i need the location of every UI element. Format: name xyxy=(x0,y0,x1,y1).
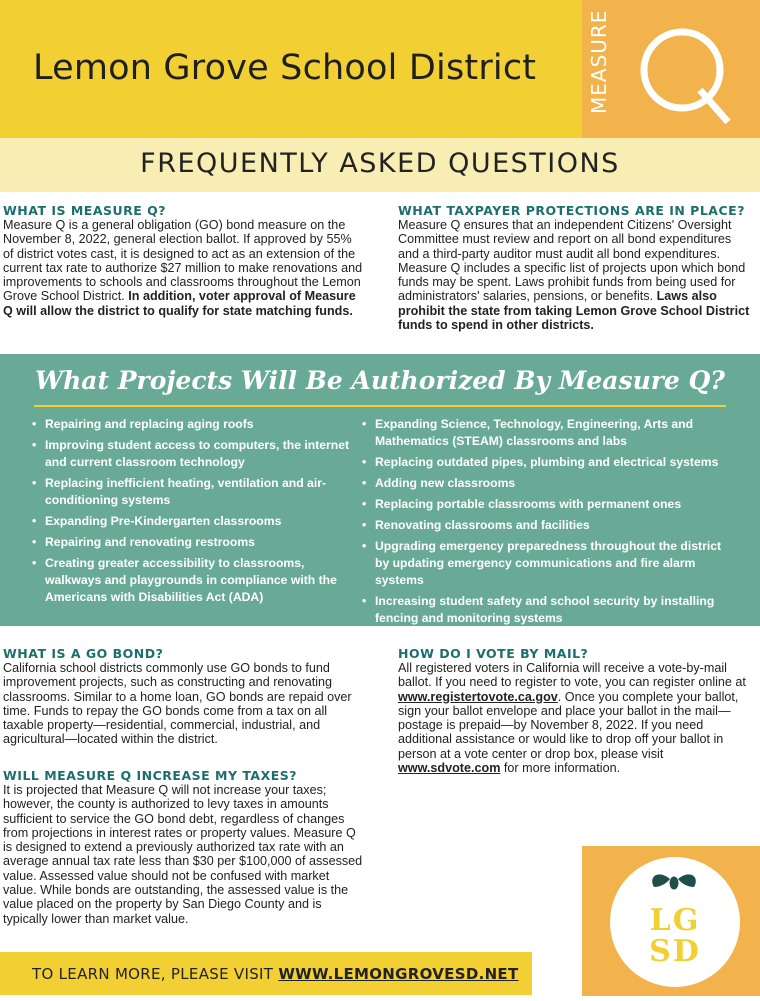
section-text: All registered voters in California will receive a vote-by-mail ballot. If you need to register to vote, you can register online at xyxy=(398,661,746,690)
section-body xyxy=(398,218,754,332)
section-heading: WHAT IS MEASURE Q? xyxy=(3,203,167,218)
list-item: • Upgrading emergency preparedness throughout the district by updating emergency communications and fire alarm systems xyxy=(362,538,732,589)
list-item: • Replacing portable classrooms with permanent ones xyxy=(362,496,732,513)
lgsd-logo xyxy=(610,857,740,987)
list-item: • Repairing and renovating restrooms xyxy=(32,534,352,551)
section-text: Measure Q is a general obligation (GO) bond measure on the November 8, 2022, general election ballot. If approved by 55% of district votes cast, it is designed to act as an extension of the current tax rate to authorize $27 million to make renovations and improvements to schools and classrooms throughout the Lemon Grove School District. xyxy=(3,218,363,304)
section-bold-text: In addition, voter approval of Measure Q will allow the district to qualify for state matching funds. xyxy=(3,289,356,318)
section-text: . Once you complete your ballot, sign your ballot envelope and place your ballot in the mail—postage is prepaid—by November 8, 2022. If you need additional assistance or would like to drop off your ballot in person at a vote center or drop box, please visit xyxy=(398,689,739,761)
list-item: • Improving student access to computers, the internet and current classroom technology xyxy=(32,437,352,471)
list-item: • Creating greater accessibility to classrooms, walkways and playgrounds in compliance with the Americans with Disabilities Act (ADA) xyxy=(32,555,352,606)
section-body: It is projected that Measure Q will not increase your taxes; however, the county is authorized to levy taxes in amounts sufficient to service the GO bond debt, regardless of changes from projections in interest rates or property values. Measure Q is designed to extend a previously authorized tax rate with an average annual tax rate less than $30 per $100,000 of assessed value. Assessed value should not be confused with market value. While bonds are outstanding, the assessed value is the value placed on the property by San Diego County and is typically lower than market value. xyxy=(3,783,363,926)
measure-word: MEASURE xyxy=(587,9,611,114)
section-body xyxy=(3,218,363,318)
section-vote-by-mail xyxy=(398,646,754,775)
section-what-is-go-bond xyxy=(3,646,363,747)
section-body xyxy=(398,661,754,775)
projects-list-left xyxy=(32,416,352,610)
section-heading: WHAT IS A GO BOND? xyxy=(3,646,164,661)
section-bold-text: Laws also prohibit the state from taking Lemon Grove School District funds to spend in other districts. xyxy=(398,289,750,333)
section-text: for more information. xyxy=(500,761,621,776)
projects-list-right xyxy=(362,416,732,631)
district-title: Lemon Grove School District xyxy=(33,48,537,88)
list-item: • Increasing student safety and school security by installing fencing and monitoring systems xyxy=(362,593,732,627)
list-item: • Replacing outdated pipes, plumbing and electrical systems xyxy=(362,454,732,471)
section-heading: WHAT TAXPAYER PROTECTIONS ARE IN PLACE? xyxy=(398,203,745,218)
lemon-leaves-icon xyxy=(652,874,696,889)
section-increase-taxes xyxy=(3,768,363,926)
section-text: Measure Q ensures that an independent Citizens' Oversight Committee must review and report on all bond expenditures and a third-party auditor must audit all bond expenditures. Measure Q includes a specific list of projects upon which bond funds may be spent. Laws prohibit funds from being used for administrators' salaries, pensions, or benefits. xyxy=(398,218,746,304)
register-link[interactable]: www.registertovote.ca.gov xyxy=(398,689,558,704)
list-item: • Replacing inefficient heating, ventilation and air-conditioning systems xyxy=(32,475,352,509)
learn-more-text xyxy=(32,965,519,983)
section-heading: WILL MEASURE Q INCREASE MY TAXES? xyxy=(3,768,298,783)
faq-title: FREQUENTLY ASKED QUESTIONS xyxy=(140,148,620,179)
section-body: California school districts commonly use GO bonds to fund improvement projects, such as constructing and renovating classrooms. Similar to a home loan, GO bonds are repaid over time. Funds to repay the GO bonds come from a tax on all taxable property—residential, commercial, industrial, and agricultural—located within the district. xyxy=(3,661,352,747)
list-item: • Adding new classrooms xyxy=(362,475,732,492)
list-item: • Expanding Science, Technology, Engineering, Arts and Mathematics (STEAM) classrooms and labs xyxy=(362,416,732,450)
logo-text-lg: LG xyxy=(649,903,701,938)
section-what-is-measure-q xyxy=(3,203,363,318)
learn-more-label: TO LEARN MORE, PLEASE VISIT xyxy=(32,965,279,983)
list-item: • Renovating classrooms and facilities xyxy=(362,517,732,534)
logo-text-sd: SD xyxy=(649,934,701,969)
section-taxpayer-protections xyxy=(398,203,754,332)
sdvote-link[interactable]: www.sdvote.com xyxy=(398,761,501,776)
list-item: • Repairing and replacing aging roofs xyxy=(32,416,352,433)
list-item: • Expanding Pre-Kindergarten classrooms xyxy=(32,513,352,530)
measure-q-logo xyxy=(630,18,740,128)
section-heading: HOW DO I VOTE BY MAIL? xyxy=(398,646,589,661)
projects-title: What Projects Will Be Authorized By Measure Q? xyxy=(35,366,725,395)
projects-divider xyxy=(34,405,726,407)
district-website-link[interactable]: WWW.LEMONGROVESD.NET xyxy=(278,965,519,983)
